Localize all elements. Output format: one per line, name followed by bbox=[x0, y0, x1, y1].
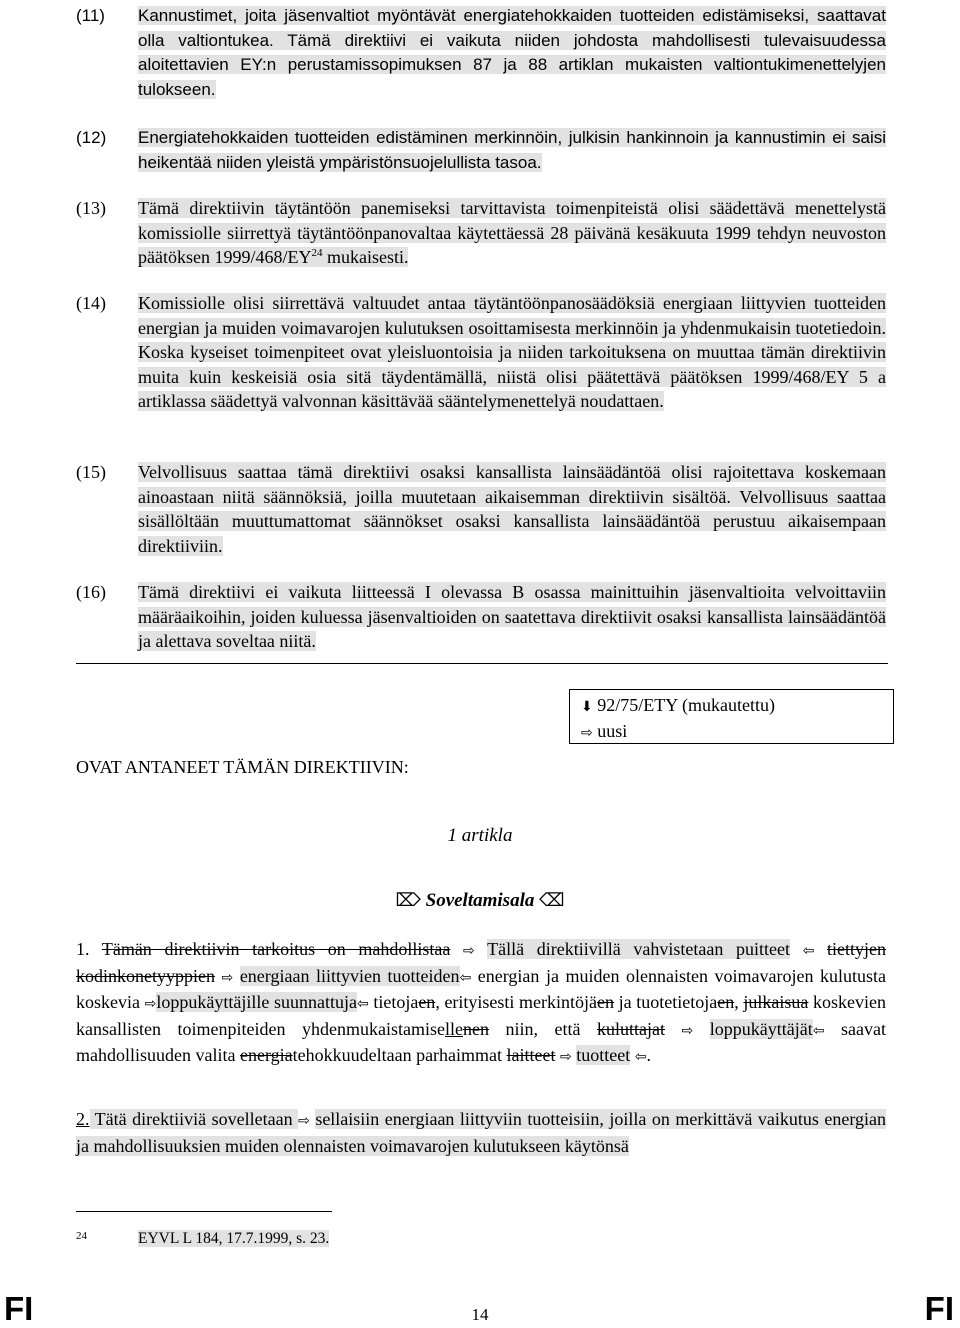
recital-number: (12) bbox=[76, 128, 107, 147]
arrow-right-icon: ⇨ bbox=[581, 725, 593, 741]
recital-14 bbox=[76, 291, 886, 414]
recital-number: (11) bbox=[76, 6, 105, 25]
recital-number: (16) bbox=[76, 582, 106, 602]
arrow-left-icon: ⇦ bbox=[634, 1049, 647, 1066]
body-text: ja tuotetietoja bbox=[614, 992, 718, 1013]
inserted-text: Tätä direktiiviä sovelletaan bbox=[89, 1109, 299, 1129]
arrow-right-icon: ⇨ bbox=[298, 1113, 310, 1129]
footnote-text: EYVL L 184, 17.7.1999, s. 23. bbox=[138, 1230, 330, 1247]
deleted-text: energia bbox=[239, 1045, 293, 1066]
language-code-right: FI bbox=[924, 1290, 954, 1327]
body-text: tehokkuudeltaan parhaimmat bbox=[292, 1045, 507, 1066]
inserted-text: loppukäyttäjille suunnattuja bbox=[156, 992, 357, 1013]
recital-text: Energiatehokkaiden tuotteiden edistäminen merkinnöin, julkisin hankinnoin ja kannustimin ei saisi heikentää niiden yleistä ympäristönsuojelullista tasoa. bbox=[138, 128, 886, 172]
recital-text: Kannustimet, joita jäsenvaltiot myöntävät energiatehokkaiden tuotteiden edistämiseksi, saattavat olla valtiontukea. Tämä direktiivi ei vaikuta niiden johdosta mahdollisesti tulevaisuudessa aloitettavien EY:n perustamissopimuksen 87 ja 88 artiklan mukaisten valtiontukimenettelyjen tulokseen. bbox=[138, 6, 886, 99]
body-text: , erityisesti merkintöjä bbox=[435, 992, 598, 1013]
deleted-text: laitteet bbox=[506, 1045, 556, 1066]
body-text: energian ja muiden olennaisten voimavarojen kulutusta koskevia bbox=[76, 965, 887, 1013]
language-code-left: FI bbox=[4, 1290, 34, 1327]
arrow-left-icon: ⇦ bbox=[356, 996, 369, 1013]
source-new: uusi bbox=[597, 721, 628, 741]
deleted-text: en bbox=[717, 992, 735, 1013]
recital-text: Komissiolle olisi siirrettävä valtuudet antaa täytäntöönpanosäädöksiä energiaan liittyvien tuotteiden energian ja muiden voimavarojen kulutuksen osoittamisesta merkinnöin ja yhdenmukaisin tuotetiedoin. Koska kyseiset toimenpiteet ovat yleisluontoisia ja niiden tarkoituksena on muuttaa tämän direktiivin muita kuin keskeisiä osia sitä täydentämällä, niistä olisi päätettävä päätöksen 1999/468/EY 5 a artiklassa säädettyä valvonnan käsittävää sääntelymenettelyä noudattaen. bbox=[138, 293, 886, 411]
body-text: tietoja bbox=[373, 992, 419, 1013]
recital-15 bbox=[76, 460, 886, 558]
arrow-right-icon: ⇨ bbox=[221, 969, 234, 986]
insert-end-icon: ⌫ bbox=[539, 890, 565, 911]
section-divider bbox=[76, 663, 888, 664]
deleted-text: en bbox=[418, 992, 436, 1013]
arrow-down-icon: ⬇ bbox=[581, 699, 593, 715]
article-title: Soveltamisala bbox=[425, 890, 535, 911]
inserted-text: sellaisiin energiaan liittyviin tuotteisiin, joilla on merkittävä vaikutus energian ja mahdollisuuksien muiden olennaisten voimavarojen kulutukseen käytönsä bbox=[76, 1109, 886, 1156]
article-paragraph-2 bbox=[76, 1107, 886, 1158]
body-text: niin, että bbox=[488, 1018, 598, 1039]
recital-16 bbox=[76, 580, 886, 654]
deleted-text: nen bbox=[462, 1018, 489, 1039]
body-text: . bbox=[646, 1045, 651, 1066]
arrow-right-icon: ⇨ bbox=[560, 1049, 572, 1066]
enacting-formula: OVAT ANTANEET TÄMÄN DIREKTIIVIN: bbox=[76, 757, 409, 777]
recital-number: (14) bbox=[76, 293, 106, 313]
arrow-right-icon: ⇨ bbox=[681, 1022, 694, 1039]
footnote bbox=[76, 1230, 329, 1248]
inserted-text: lle bbox=[444, 1018, 463, 1039]
recital-number: (15) bbox=[76, 462, 106, 482]
recital-12 bbox=[76, 126, 886, 175]
footnote-separator bbox=[76, 1211, 332, 1212]
deleted-text: en bbox=[597, 992, 615, 1013]
article-title-line bbox=[0, 890, 960, 912]
recital-text-end: mukaisesti. bbox=[322, 247, 409, 267]
source-original: 92/75/ETY (mukautettu) bbox=[597, 695, 776, 715]
deleted-text: tiettyjen kodinkonetyyppien bbox=[76, 939, 886, 986]
footnote-reference[interactable]: 24 bbox=[311, 247, 323, 259]
arrow-right-icon: ⇨ bbox=[463, 943, 475, 959]
arrow-right-icon: ⇨ bbox=[144, 996, 157, 1013]
article-paragraph-1 bbox=[76, 937, 886, 1070]
arrow-left-icon: ⇦ bbox=[812, 1022, 825, 1039]
body-text: , bbox=[734, 992, 744, 1013]
arrow-left-icon: ⇦ bbox=[802, 943, 815, 959]
article-number: 1 artikla bbox=[447, 825, 513, 846]
recital-11 bbox=[76, 4, 886, 102]
recital-number: (13) bbox=[76, 198, 106, 218]
body-text: koskevien kansallisten toimenpiteiden yhdenmukaistamise bbox=[76, 992, 887, 1039]
deleted-text: julkaisua bbox=[743, 992, 809, 1013]
recital-text: Tämä direktiivin täytäntöön panemiseksi tarvittavista toimenpiteistä olisi säädettävä menettelystä komissiolle siirrettyä täytäntöönpanovaltaa käytettäessä 28 päivänä kesäkuuta 1999 tehdyn neuvoston päätöksen 1999/468/EY bbox=[138, 198, 886, 267]
insert-start-icon: ⌦ bbox=[395, 890, 421, 911]
inserted-text: loppukäyttäjät bbox=[709, 1018, 813, 1039]
source-box bbox=[569, 689, 894, 744]
recital-text: Tämä direktiivi ei vaikuta liitteessä I olevassa B osassa mainittuihin jäsenvaltioita velvoittaviin määräaikoihin, joiden kuluessa jäsenvaltioiden on saatettava direktiivit osaksi kansallista lainsäädäntöä ja alettava soveltaa niitä. bbox=[138, 582, 886, 651]
recital-text: Velvollisuus saattaa tämä direktiivi osaksi kansallista lainsäädäntöä olisi rajoitettava koskemaan ainoastaan niitä säännöksiä, joilla muutetaan aikaisemman direktiivin sisältöä. Velvollisuus saattaa sisällöltään muuttumattomat säännökset osaksi kansallista lainsäädäntöä perustuu aikaisempaan direktiiviin. bbox=[138, 462, 886, 556]
inserted-text: tuotteet bbox=[576, 1045, 631, 1066]
footnote-number: 24 bbox=[76, 1230, 87, 1242]
body-text: saavat mahdollisuuden valita bbox=[76, 1018, 887, 1066]
deleted-text: Tämän direktiivin tarkoitus on mahdollistaa bbox=[101, 939, 451, 959]
deleted-text: kuluttajat bbox=[597, 1018, 665, 1039]
arrow-left-icon: ⇦ bbox=[459, 969, 472, 986]
inserted-text: energiaan liittyvien tuotteiden bbox=[239, 965, 460, 986]
page-number: 14 bbox=[471, 1305, 489, 1324]
inserted-text: Tällä direktiivillä vahvistetaan puitteet bbox=[487, 939, 790, 959]
paragraph-number: 2. bbox=[76, 1109, 90, 1129]
recital-13 bbox=[76, 196, 886, 270]
paragraph-number: 1. bbox=[76, 939, 90, 959]
